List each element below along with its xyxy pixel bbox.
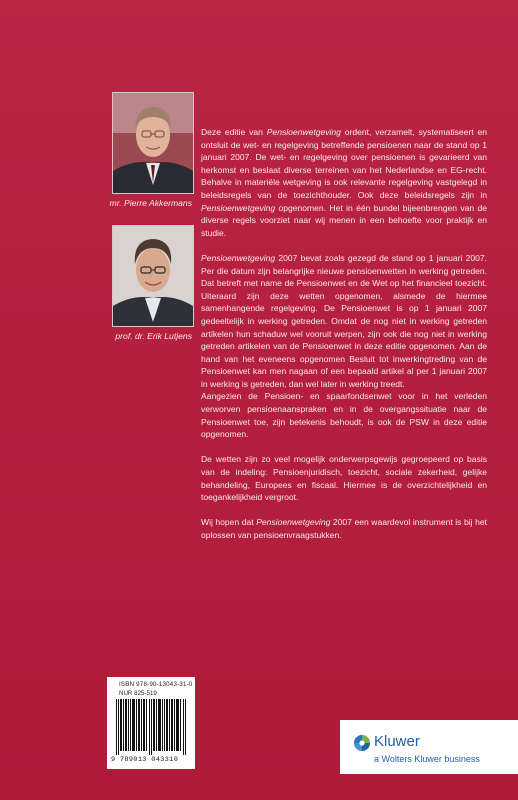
isbn-text: ISBN 978-90-13043-31-0 bbox=[119, 681, 193, 688]
caption-lutjens: prof. dr. Erik Lutjens bbox=[115, 331, 192, 341]
barcode-bars bbox=[116, 699, 188, 755]
author-photo-lutjens bbox=[112, 225, 194, 327]
author-photo-akkermans bbox=[112, 92, 194, 194]
publisher-logo bbox=[340, 720, 518, 774]
paragraph-4: De wetten zijn zo veel mogelijk onderwerpsgewijs gegroepeerd op basis van de indeling: Pensioenjuridisch, toezicht, sociale zekerheid, gelijke behandeling, Europees en fiscaal. Hiermee is de overzichtelijkheid en toegankelijkheid vergroot. bbox=[201, 454, 487, 503]
paragraph-2: Pensioenwetgeving 2007 bevat zoals gezegd de stand op 1 januari 2007. Per die datum zijn belangrijke nieuwe pensioenwetten in werking getreden. Dat betreft met name de Pensioenwet en de Wet op het financieel toezicht. Uiteraard zijn deze wetten opgenomen, alsmede de hiermee samenhangende regelgeving. De Pensioenwet is op 1 januari 2007 gedeeltelijk in werking getreden. Omdat de nog niet in werking getreden artikelen hun schaduw wel vooruit werpen, zijn ook die nog niet in werking getreden artikelen van de Pensioenwet in deze editie opgenomen. Aan de hand van het eveneens opgenomen Besluit tot inwerkingtreding van de Pensioenwet kan men nagaan of een bepaald artikel al per 1 januari 2007 in werking is getreden, dan wel later in werking treedt. bbox=[201, 252, 487, 389]
publisher-tagline: a Wolters Kluwer business bbox=[374, 754, 480, 764]
blurb-text bbox=[201, 126, 487, 554]
paragraph-3: Aangezien de Pensioen- en spaarfondsenwet voor in het verleden verworven pensioenaanspraken en in de overgangssituatie naar de Pensioenwet toe, zijn betekenis behoudt, is ook de PSW in deze editie opgenomen. bbox=[201, 391, 487, 440]
paragraph-5: Wij hopen dat Pensioenwetgeving 2007 een waardevol instrument is bij het oplossen van pensioenvraagstukken. bbox=[201, 517, 488, 540]
caption-akkermans: mr. Pierre Akkermans bbox=[109, 198, 192, 208]
barcode-digits: 9 789013 043310 bbox=[111, 756, 179, 764]
barcode-label bbox=[107, 677, 195, 769]
paragraph-1: Deze editie van Pensioenwetgeving ordent, verzamelt, systematiseert en ontsluit de wet- en regelgeving betreffende pensioenen naar de stand op 1 januari 2007. De wet- en regelgeving over pensioenen is gevarieerd van herkomst en beslaat diverse terreinen van het Nederlandse en EG-recht. Behalve in materiële wetgeving is ook relevante regelgeving vastgelegd in beleidsregels van de toezichthouder. Ook deze beleidsregels zijn in Pensioenwetgeving opgenomen. Het in één bundel bijeenbrengen van de diverse regels voorziet naar wij menen in een behoefte voor praktijk en studie. bbox=[201, 127, 487, 238]
publisher-name: Kluwer bbox=[374, 733, 420, 750]
kluwer-logo-icon bbox=[353, 734, 371, 752]
nur-text: NUR 825-519 bbox=[119, 690, 157, 697]
